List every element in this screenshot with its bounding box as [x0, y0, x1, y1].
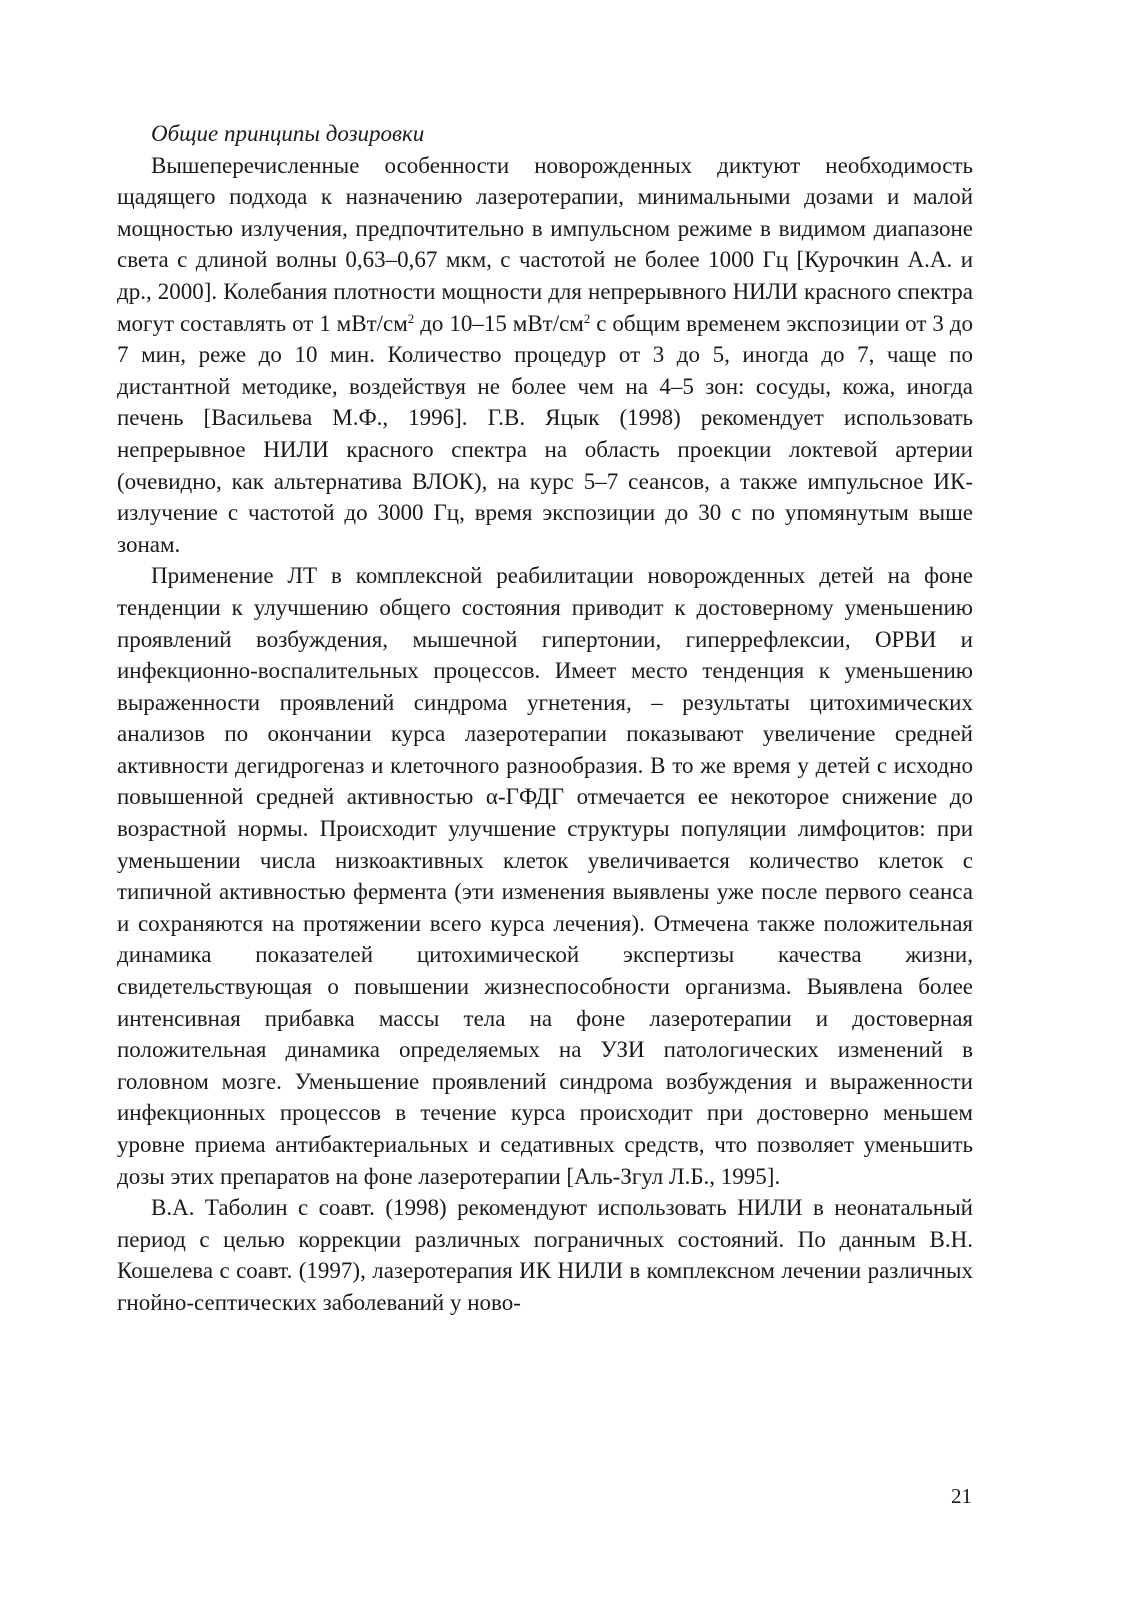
paragraph-1-text-a: Вышеперечисленные особенности новорожденных диктуют необходимость щадящего подхода к назначению лазеротерапии, минимальными дозами и малой мощностью излучения, предпочтительно в импульсном режиме в видимом диапазоне света с длиной волны 0,63–0,67 мкм, с частотой не более 1000 Гц [Курочкин А.А. и др., 2000]. Колебания плотности мощности для непрерывного НИЛИ красного спектра могут составлять от 1 мВт/см — [117, 152, 973, 336]
paragraph-1-text-c: с общим временем экспозиции от 3 до 7 мин, реже до 10 мин. Количество процедур от 3 до 5, иногда до 7, чаще по дистантной методике, воздействуя не более чем на 4–5 зон: сосуды, кожа, иногда печень [Васильева М.Ф., 1996]. Г.В. Яцык (1998) рекомендует использовать непрерывное НИЛИ красного спектра на область проекции локтевой артерии (очевидно, как альтернатива ВЛОК), на курс 5–7 сеансов, а также импульсное ИК-излучение с частотой до 3000 Гц, время экспозиции до 30 с по упомянутым выше зонам. — [117, 310, 973, 557]
paragraph-1-text-b: до 10–15 мВт/см — [414, 310, 584, 336]
page-number: 21 — [951, 1484, 972, 1508]
text-column — [117, 118, 973, 1319]
paragraph-neonatal: В.А. Таболин с соавт. (1998) рекомендуют использовать НИЛИ в неонатальный период с целью коррекции различных пограничных состояний. По данным В.Н. Кошелева с соавт. (1997), лазеротерапия ИК НИЛИ в комплексном лечении различных гнойно-септических заболеваний у ново- — [117, 1195, 973, 1315]
paragraph-dosage-principles — [117, 150, 973, 561]
superscript-squared: 2 — [583, 310, 591, 326]
section-heading: Общие принципы дозировки — [151, 121, 425, 146]
paragraph-rehabilitation: Применение ЛТ в комплексной реабилитации новорожденных детей на фоне тенденции к улучшению общего состояния приводит к достоверному уменьшению проявлений возбуждения, мышечной гипертонии, гиперрефлексии, ОРВИ и инфекционно-воспалительных процессов. Имеет место тенденция к уменьшению выраженности проявлений синдрома угнетения, – результаты цитохимических анализов по окончании курса лазеротерапии показывают увеличение средней активности дегидрогеназ и клеточного разнообразия. В то же время у детей с исходно повышенной средней активностью α-ГФДГ отмечается ее некоторое снижение до возрастной нормы. Происходит улучшение структуры популяции лимфоцитов: при уменьшении числа низкоактивных клеток увеличивается количество клеток с типичной активностью фермента (эти изменения выявлены уже после первого сеанса и сохраняются на протяжении всего курса лечения). Отмечена также положительная динамика показателей цитохимической экспертизы качества жизни, свидетельствующая о повышении жизнеспособности организма. Выявлена более интенсивная прибавка массы тела на фоне лазеротерапии и достоверная положительная динамика определяемых на УЗИ патологических изменений в головном мозге. Уменьшение проявлений синдрома возбуждения и выраженности инфекционных процессов в течение курса происходит при достоверно меньшем уровне приема антибактериальных и седативных средств, что позволяет уменьшить дозы этих препаратов на фоне лазеротерапии [Аль-Згул Л.Б., 1995]. — [117, 563, 973, 1189]
superscript-squared: 2 — [407, 310, 415, 326]
